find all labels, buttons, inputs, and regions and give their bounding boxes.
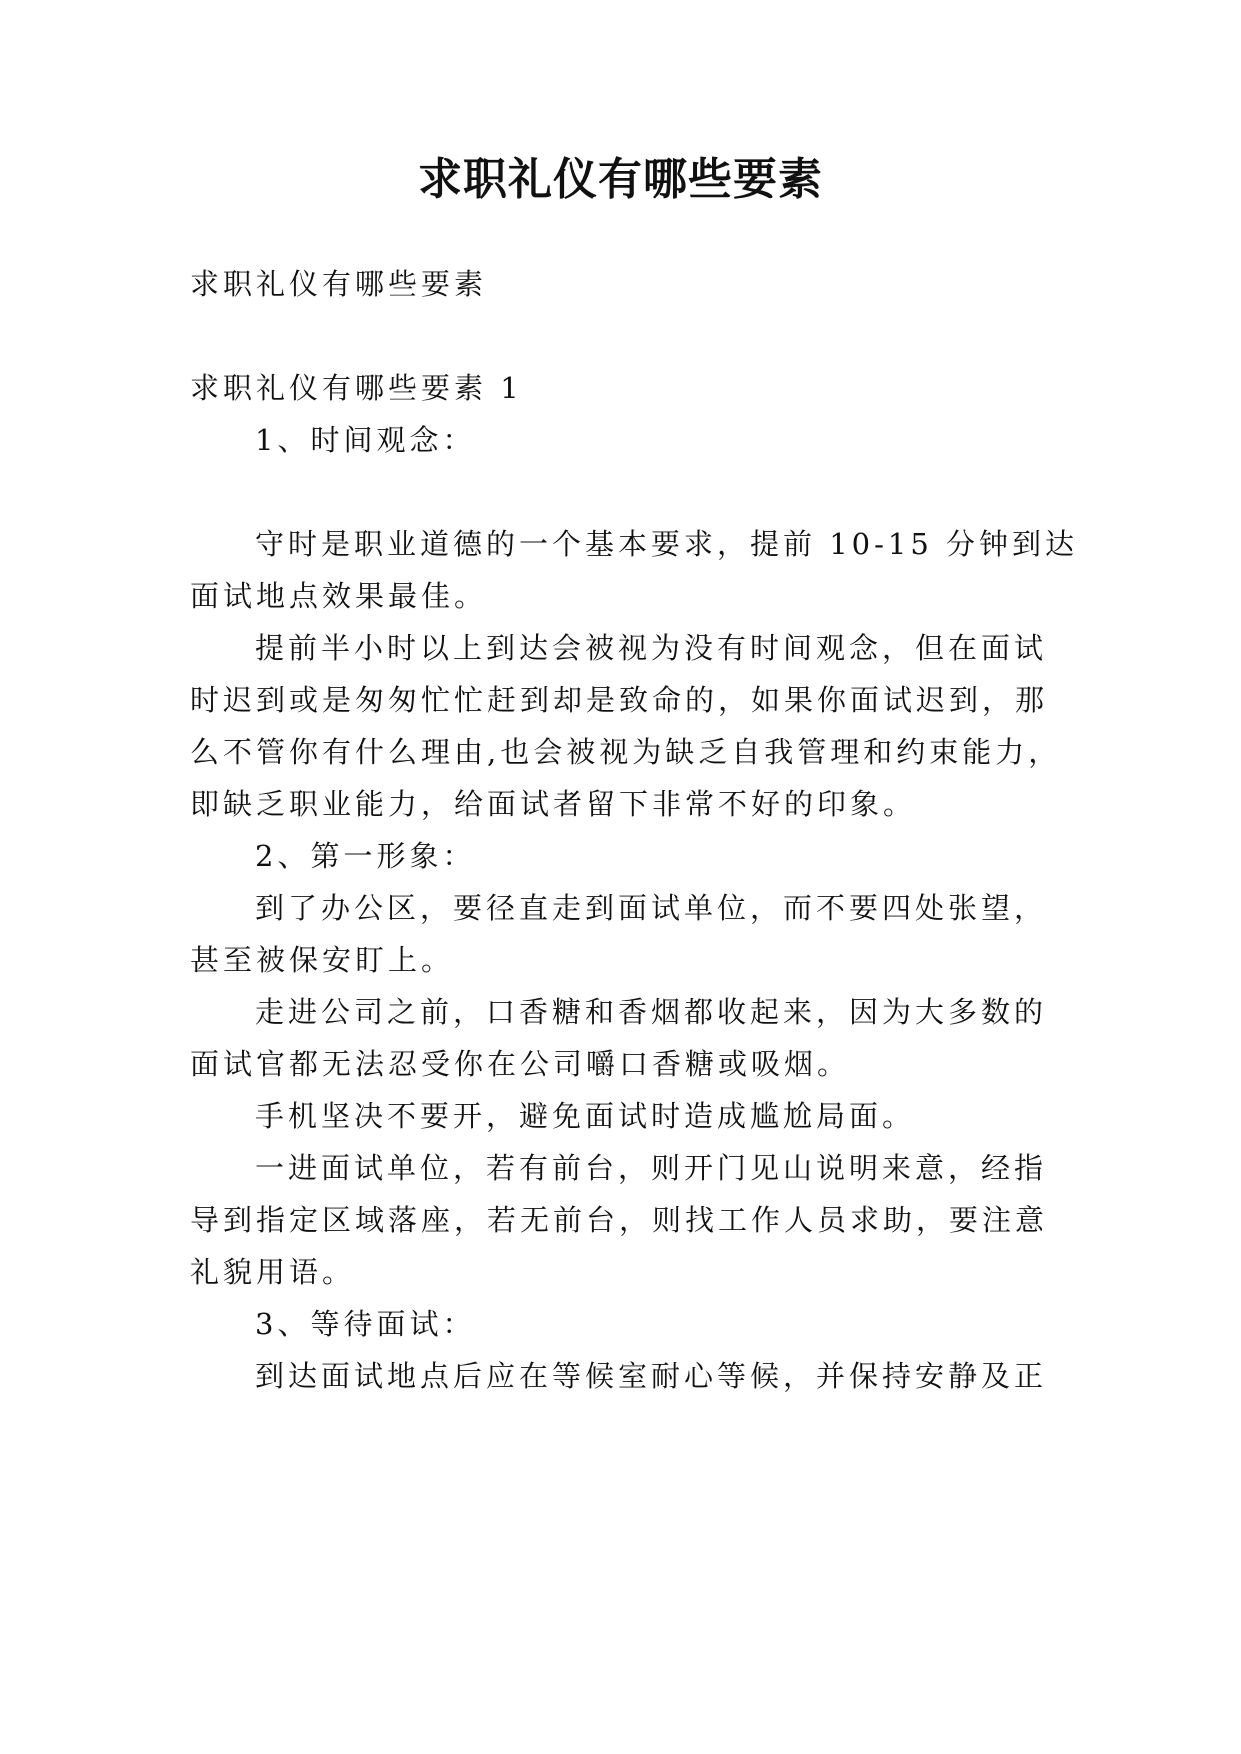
- paragraph-line: 走进公司之前，口香糖和香烟都收起来，因为大多数的: [255, 995, 1048, 1029]
- item-heading-waiting: 3、等待面试：: [255, 1307, 476, 1341]
- item-heading-first-image: 2、第一形象：: [255, 839, 476, 873]
- subtitle-line: 求职礼仪有哪些要素: [190, 267, 488, 301]
- section-heading: 求职礼仪有哪些要素 1: [190, 371, 523, 405]
- paragraph-line: 守时是职业道德的一个基本要求，提前 10-15 分钟到达: [255, 527, 1079, 561]
- paragraph-line: 甚至被保安盯上。: [190, 943, 455, 977]
- paragraph-line: 提前半小时以上到达会被视为没有时间观念，但在面试: [255, 631, 1048, 665]
- paragraph-line: 面试地点效果最佳。: [190, 579, 488, 613]
- paragraph-line: 即缺乏职业能力，给面试者留下非常不好的印象。: [190, 787, 917, 821]
- paragraph-line: 手机坚决不要开，避免面试时造成尴尬局面。: [255, 1099, 916, 1133]
- paragraph-line: 导到指定区域落座，若无前台，则找工作人员求助，要注意: [190, 1203, 1049, 1237]
- paragraph-line: 到达面试地点后应在等候室耐心等候，并保持安静及正: [255, 1359, 1048, 1393]
- paragraph-line: 么不管你有什么理由,也会被视为缺乏自我管理和约束能力，: [190, 735, 1062, 769]
- document-title: 求职礼仪有哪些要素: [418, 154, 823, 205]
- item-heading-time: 1、时间观念：: [255, 423, 476, 457]
- paragraph-line: 时迟到或是匆匆忙忙赶到却是致命的，如果你面试迟到，那: [190, 683, 1049, 717]
- paragraph-line: 礼貌用语。: [190, 1255, 356, 1289]
- paragraph-line: 面试官都无法忍受你在公司嚼口香糖或吸烟。: [190, 1047, 851, 1081]
- paragraph-line: 一进面试单位，若有前台，则开门见山说明来意，经指: [255, 1151, 1048, 1185]
- paragraph-line: 到了办公区，要径直走到面试单位，而不要四处张望，: [255, 891, 1048, 925]
